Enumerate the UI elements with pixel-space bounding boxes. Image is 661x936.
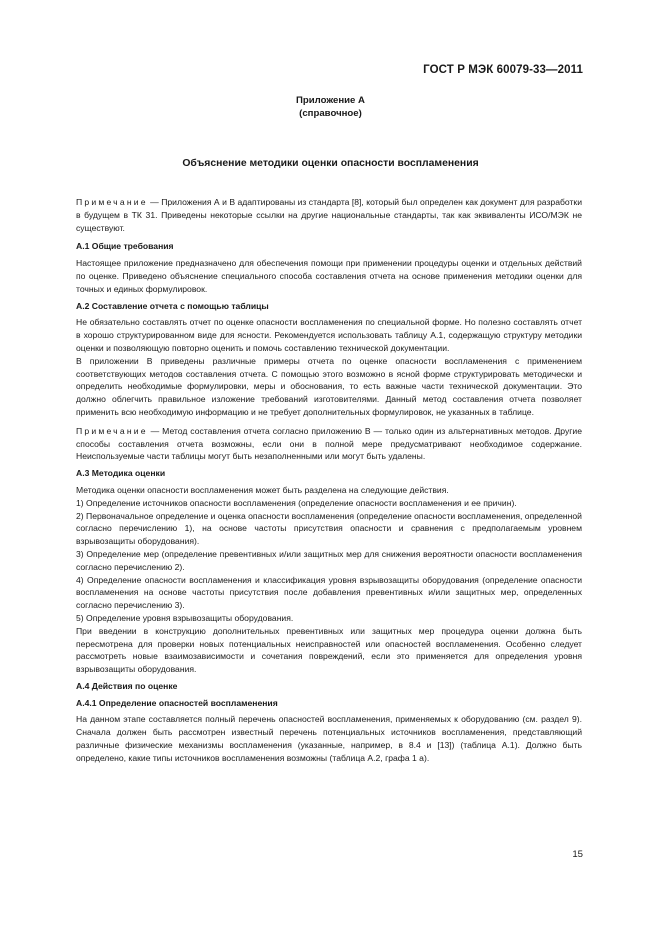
section-a3-item-5: 5) Определение уровня взрывозащиты оборудования. [76,612,294,623]
section-a3-item-4: 4) Определение опасности воспламенения и классификация уровня взрывозащиты оборудования (определение опасности воспламенения на основе частоты присутствия после добавления превентивных и/или защитных мер, определенных согласно перечислению 3). [76,574,582,611]
note-1 [76,196,582,234]
section-a41-heading: А.4.1 Определение опасностей воспламенения [76,697,278,708]
page-number: 15 [572,849,583,860]
section-a4-heading: А.4 Действия по оценке [76,680,178,691]
section-a3-item-2: 2) Первоначальное определение и оценка опасности воспламенения (определение опасности воспламенения, определенной согласно перечислению 1), на основе частоты присутствия опасности и сравнения с предполагаемым уровнем взрывозащиты оборудования). [76,510,582,547]
section-a2-paragraph-1: Не обязательно составлять отчет по оценке опасности воспламенения по специальной форме. Но полезно составлять отчет в хорошо структурированном виде для ясности. Рекомендуется использовать таблицу А.1, содержащую структуру методики оценки и позволяющую повторно оценить и помочь составлению технической документации. [76,317,582,353]
annex-title: Объяснение методики оценки опасности воспламенения [182,158,479,169]
section-a2-paragraph-2: В приложении В приведены различные примеры отчета по оценке опасности воспламенения с применением соответствующих методов составления отчета. С помощью этого возможно в ясной форме структурировать методически и определить необходимые формулировки, меры и обоснования, то есть важные части технической документации. Это должно облегчить правильное изложение требований изготовителями. Данный метод составления отчета позволяет применить всю необходимую информацию и не требует дополнительных формулировок, не указанных в таблице. [76,355,582,417]
annex-type: (справочное) [299,108,362,119]
note-2 [76,425,582,463]
note-1-text: — Приложения А и В адаптированы из стандарта [8], который был определен как документ для разработки в будущем в ТК 31. Приведены некоторые ссылки на другие национальные стандарты, так как эквиваленты ИСО/МЭК не существуют. [76,197,582,233]
document-body [76,196,582,765]
section-a1-paragraph: Настоящее приложение предназначено для обеспечения помощи при применении процедуры оценки и отдельных действий по оценке. Приведено объяснение специального способа составления отчета на основе применения методики оценки для точных и единых формулировок. [76,258,582,294]
standard-designation: ГОСТ Р МЭК 60079-33—2011 [423,64,583,76]
section-a3-intro: Методика оценки опасности воспламенения может быть разделена на следующие действия. [76,484,449,495]
section-a41-paragraph: На данном этапе составляется полный перечень опасностей воспламенения, применяемых к оборудованию (см. раздел 9). Сначала должен быть рассмотрен известный перечень потенциальных источников воспламенения, представляющий различные физические механизмы воспламенения (указанные, например, в 8.4 и [13]) (таблица А.1). Должно быть определено, какие типы источников воспламенения возможны (таблица А.2, графа 1 а). [76,714,582,763]
section-a1-heading: А.1 Общие требования [76,241,174,252]
section-a3-item-1: 1) Определение источников опасности воспламенения (определение опасности воспламенения и ее причин). [76,497,517,508]
section-a2-heading: А.2 Составление отчета с помощью таблицы [76,300,269,311]
note-2-text: — Метод составления отчета согласно приложению В — только один из альтернативных методов. Другие способы составления отчета возможны, если они в полной мере предусматривают необходимое содержание. Неиспользуемые части таблицы могут быть незаполненными или могут быть удалены. [76,425,582,462]
section-a3-closing: При введении в конструкцию дополнительных превентивных или защитных мер процедура оценки должна быть пересмотрена для проверки новых потенциальных неисправностей или опасностей воспламенения. Особенно следует рассмотреть новые взаимозависимости и сочетания повреждений, если это применяется для определения уровня взрывозащиты оборудования. [76,625,582,675]
note-1-label: Примечание [76,197,148,207]
section-a3-item-3: 3) Определение мер (определение превентивных и/или защитных мер для снижения вероятности опасности воспламенения согласно перечислению 2). [76,548,582,572]
note-2-label: Примечание [76,425,148,436]
section-a3-heading: А.3 Методика оценки [76,468,166,479]
annex-label: Приложение А [296,95,365,106]
